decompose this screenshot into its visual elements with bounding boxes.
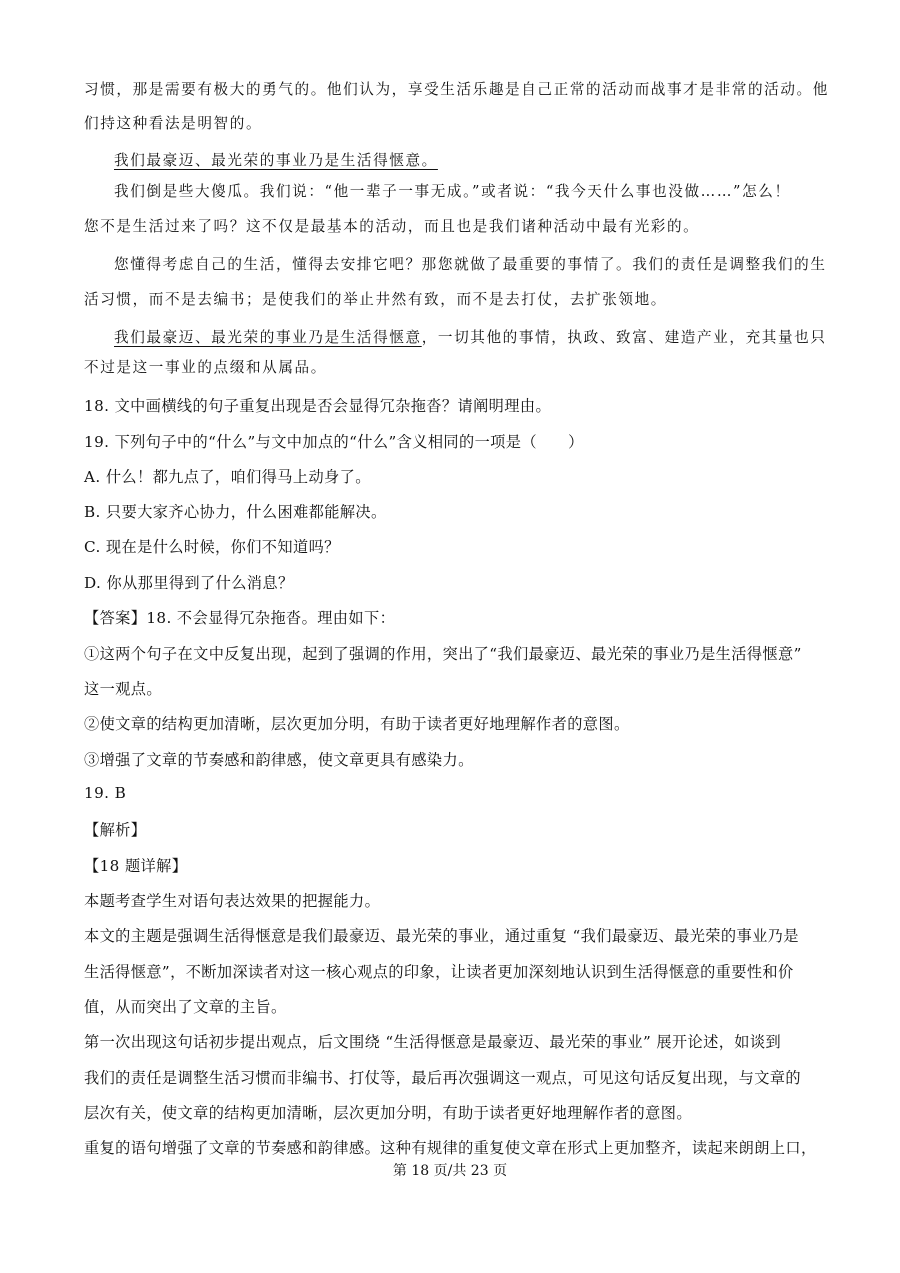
analysis-line: 第一次出现这句话初步提出观点，后文围绕 “生活得惬意是最豪迈、最光荣的事业” 展开论述，如谈到 [84, 1033, 782, 1051]
answer-18-point-1-cont: 这一观点。 [84, 680, 162, 698]
question-18: 18. 文中画横线的句子重复出现是否会显得冗杂拖沓？请阐明理由。 [84, 397, 552, 415]
underlined-sentence: 我们最豪迈、最光荣的事业乃是生活得惬意 [114, 329, 422, 346]
option-d: D. 你从那里得到了什么消息？ [84, 574, 294, 592]
answer-18-head: 【答案】18. 不会显得冗杂拖沓。理由如下： [84, 609, 396, 627]
passage-line: 您不是生活过来了吗？这不仅是最基本的活动，而且也是我们诸种活动中最有光彩的。 [84, 218, 700, 235]
passage-line: 们持这种看法是明智的。 [84, 115, 263, 132]
option-c: C. 现在是什么时候，你们不知道吗？ [84, 538, 340, 556]
analysis-line: 本题考查学生对语句表达效果的把握能力。 [84, 892, 381, 910]
option-a: A. 什么！都九点了，咱们得马上动身了。 [84, 468, 371, 486]
answer-18-point-2: ②使文章的结构更加清晰，层次更加分明，有助于读者更好地理解作者的意图。 [84, 715, 630, 733]
analysis-head: 【解析】 [84, 821, 147, 839]
answer-18-point-1: ①这两个句子在文中反复出现，起到了强调的作用，突出了“我们最豪迈、最光荣的事业乃是生活得惬意” [84, 645, 802, 663]
passage-line: 不过是这一事业的点缀和从属品。 [84, 359, 327, 376]
page-footer: 第 18 页/共 23 页 [392, 1163, 508, 1179]
option-b: B. 只要大家齐心协力，什么困难都能解决。 [84, 503, 387, 521]
analysis-q18-head: 【18 题详解】 [84, 857, 188, 875]
passage-line: 活习惯，而不是去编书；是使我们的举止井然有致，而不是去打仗，去扩张领地。 [84, 291, 667, 308]
analysis-line: 层次有关，使文章的结构更加清晰，层次更加分明，有助于读者更好地理解作者的意图。 [84, 1104, 692, 1122]
passage-line: 您懂得考虑自己的生活，懂得去安排它吧？那您就做了最重要的事情了。我们的责任是调整我们的生 [114, 256, 827, 273]
passage-text: ，一切其他的事情，执政、致富、建造产业，充其量也只 [421, 329, 827, 346]
answer-18-point-3: ③增强了文章的节奏感和韵律感，使文章更具有感染力。 [84, 751, 474, 769]
analysis-line: 值，从而突出了文章的主旨。 [84, 998, 287, 1016]
analysis-line: 重复的语句增强了文章的节奏感和韵律感。这种有规律的重复使文章在形式上更加整齐，读起来朗朗上口， [84, 1139, 817, 1157]
passage-line: 习惯，那是需要有极大的勇气的。他们认为，享受生活乐趣是自己正常的活动而战事才是非常的活动。他 [84, 81, 829, 98]
passage-line [114, 326, 827, 347]
passage-line: 我们倒是些大傻瓜。我们说：“他一辈子一事无成。”或者说：“我今天什么事也没做……”怎么！ [114, 183, 791, 200]
analysis-line: 我们的责任是调整生活习惯而非编书、打仗等，最后再次强调这一观点，可见这句话反复出现，与文章的 [84, 1069, 802, 1087]
underlined-sentence: 我们最豪迈、最光荣的事业乃是生活得惬意。 [114, 152, 438, 169]
answer-19: 19. B [84, 784, 127, 802]
question-19: 19. 下列句子中的“什么”与文中加点的“什么”含义相同的一项是（ ） [84, 433, 584, 451]
analysis-line: 本文的主题是强调生活得惬意是我们最豪迈、最光荣的事业，通过重复 “我们最豪迈、最光荣的事业乃是 [84, 927, 799, 945]
analysis-line: 生活得惬意”，不断加深读者对这一核心观点的印象，让读者更加深刻地认识到生活得惬意的重要性和价 [84, 963, 794, 981]
